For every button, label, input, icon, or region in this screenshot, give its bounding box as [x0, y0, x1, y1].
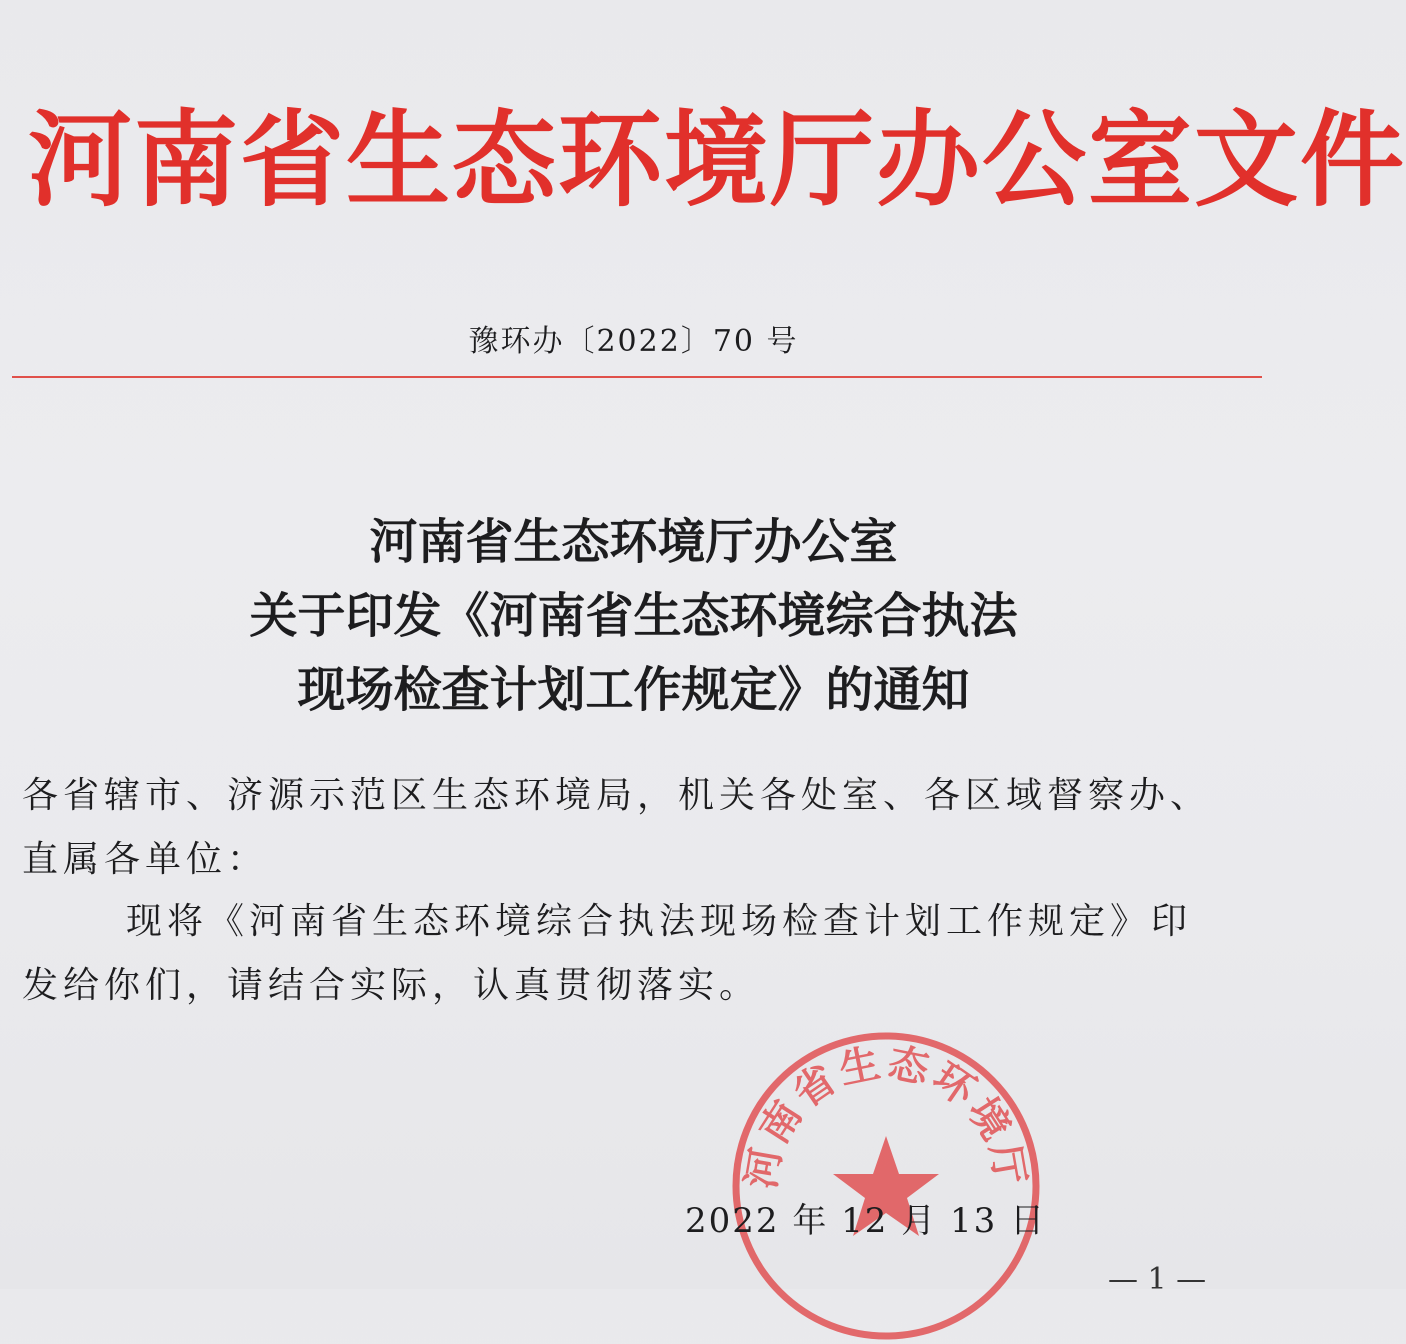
- red-divider-line: [12, 376, 1262, 378]
- paragraph-line-1: 现将《河南省生态环境综合执法现场检查计划工作规定》印: [126, 901, 1193, 942]
- recipients-line-1: 各省辖市、济源示范区生态环境局，机关各处室、各区域督察办、: [22, 775, 1212, 816]
- notice-title: [0, 505, 1267, 727]
- svg-text:河南省生态环境厅: 河南省生态环境厅: [738, 1039, 1034, 1192]
- notice-title-line-3: 现场检查计划工作规定》的通知: [297, 662, 970, 718]
- document-number: 豫环办〔2022〕70 号: [468, 324, 799, 359]
- notice-title-line-1: 河南省生态环境厅办公室: [369, 514, 898, 570]
- paragraph-line-2: 发给你们，请结合实际，认真贯彻落实。: [22, 965, 761, 1006]
- issue-date: 2022 年 12 月 13 日: [685, 1201, 1047, 1241]
- official-seal-icon: [728, 1028, 1044, 1344]
- document-header-title: 河南省生态环境厅办公室文件: [28, 99, 1406, 221]
- recipients-line-2: 直属各单位：: [22, 839, 269, 880]
- notice-title-line-2: 关于印发《河南省生态环境综合执法: [249, 588, 1018, 644]
- page-number: — 1 —: [1108, 1262, 1207, 1297]
